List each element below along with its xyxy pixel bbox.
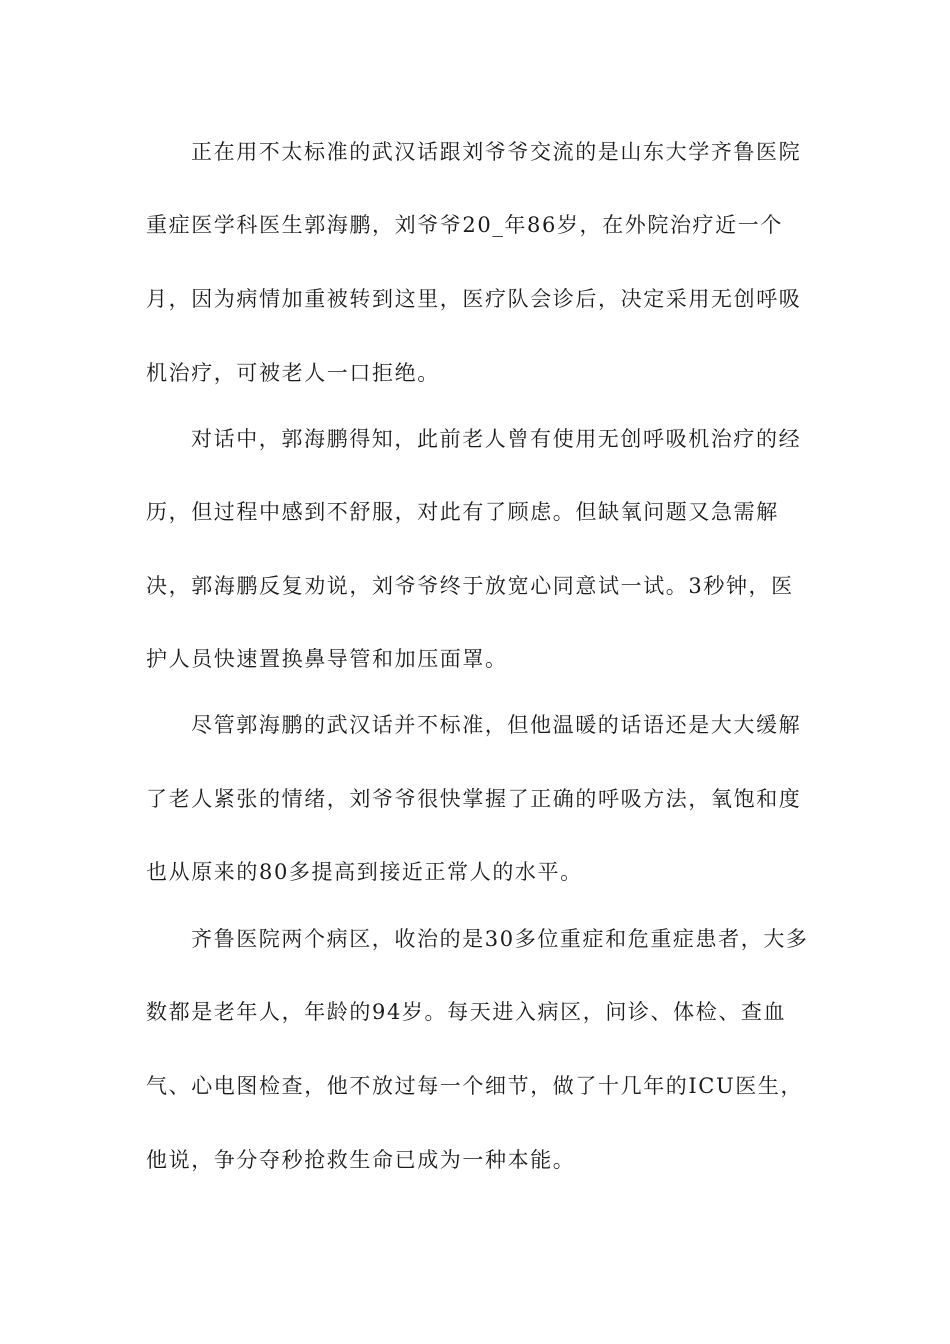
paragraph-2-line-3: 决，郭海鹏反复劝说，刘爷爷终于放宽心同意试一试。3秒钟，医	[146, 574, 794, 598]
paragraph-3-line-2: 了老人紧张的情绪，刘爷爷很快掌握了正确的呼吸方法，氧饱和度	[146, 787, 802, 811]
paragraph-1-line-1: 正在用不太标准的武汉话跟刘爷爷交流的是山东大学齐鲁医院	[191, 140, 802, 164]
paragraph-1-line-4: 机治疗，可被老人一口拒绝。	[146, 361, 440, 385]
paragraph-4-line-2: 数都是老年人，年龄的94岁。每天进入病区，问诊、体检、查血	[146, 1000, 787, 1024]
paragraph-2-line-1: 对话中，郭海鹏得知，此前老人曾有使用无创呼吸机治疗的经	[191, 427, 802, 451]
paragraph-3-line-3: 也从原来的80多提高到接近正常人的水平。	[146, 860, 583, 884]
paragraph-2-line-2: 历，但过程中感到不舒服，对此有了顾虑。但缺氧问题又急需解	[146, 500, 779, 524]
paragraph-4-line-1: 齐鲁医院两个病区，收治的是30多位重症和危重症患者，大多	[191, 927, 809, 951]
paragraph-3-line-1: 尽管郭海鹏的武汉话并不标准，但他温暖的话语还是大大缓解	[191, 713, 802, 737]
paragraph-4-line-4: 他说，争分夺秒抢救生命已成为一种本能。	[146, 1148, 576, 1172]
paragraph-1-line-2: 重症医学科医生郭海鹏，刘爷爷20_年86岁，在外院治疗近一个	[146, 213, 783, 237]
paragraph-1-line-3: 月，因为病情加重被转到这里，医疗队会诊后，决定采用无创呼吸	[146, 287, 802, 311]
paragraph-2-line-4: 护人员快速置换鼻导管和加压面罩。	[146, 647, 508, 671]
paragraph-4-line-3: 气、心电图检查，他不放过每一个细节，做了十几年的ICU医生，	[146, 1074, 804, 1098]
